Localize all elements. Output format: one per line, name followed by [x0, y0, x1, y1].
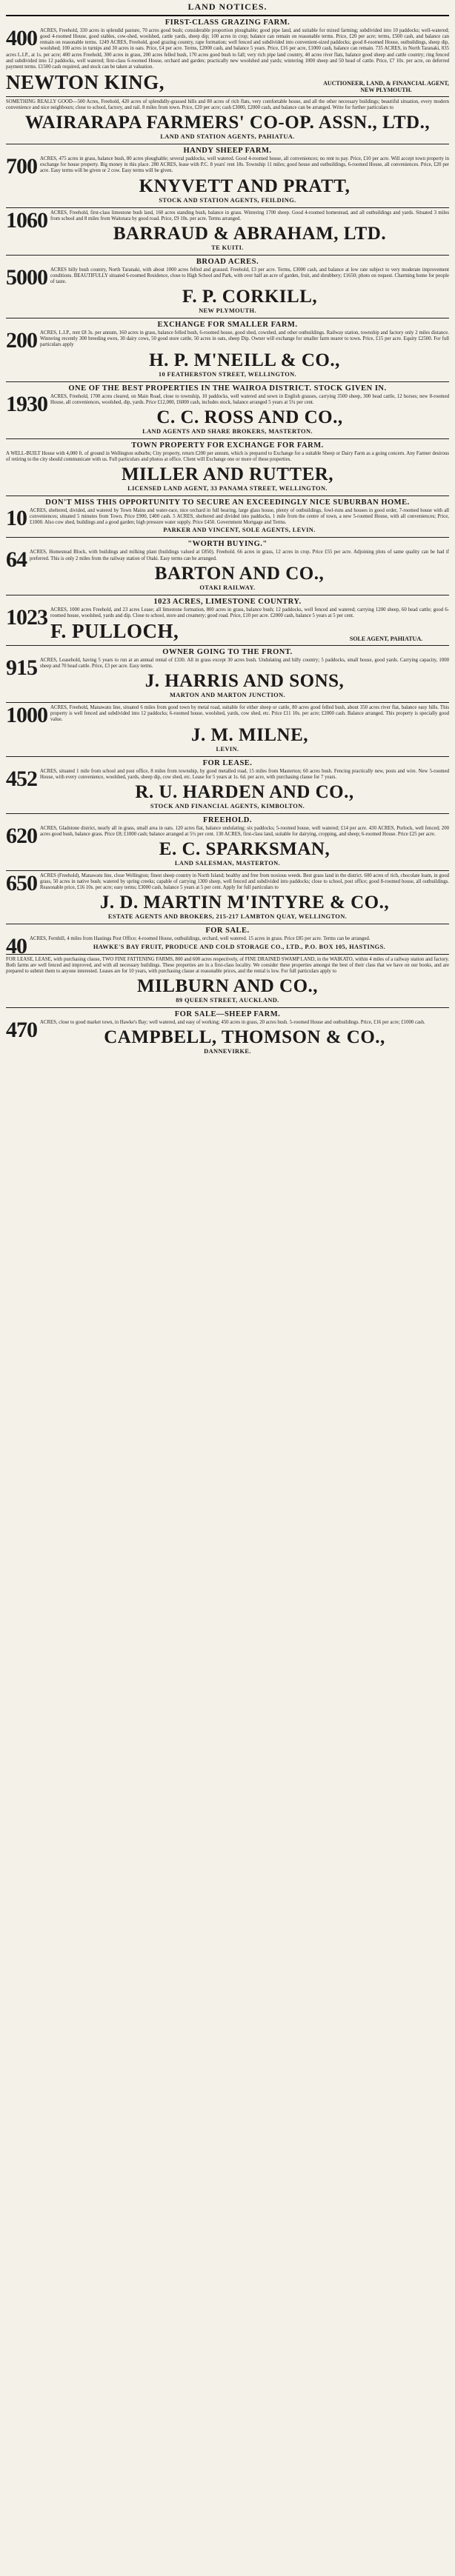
ad-acreage: 915	[6, 655, 37, 680]
advertisement	[6, 813, 449, 870]
advertiser-address: SOLE AGENT, PAHIATUA.	[349, 635, 423, 642]
ad-text: A WELL-BUILT House with 4,000 ft. of ground in Wellington suburbs; City property, return £200 per annum, which is prepared to Exchange for a suitable Sheep or Dairy Farm as a going concern. Any Farmer desirous of retiring to the city should communicate with us. Full particulars and photos at office. Client will Exchange one or more of these properties.	[6, 450, 449, 462]
ad-acreage: 400	[6, 26, 37, 50]
advertiser-address: STOCK AND STATION AGENTS, FEILDING.	[159, 196, 296, 204]
advertiser-address: AUCTIONEER, LAND, & FINANCIAL AGENT, NEW PLYMOUTH.	[323, 79, 449, 93]
ad-text: ACRES, Freehold, 330 acres in splendid pasture, 70 acres good bush; considerable proportion ploughable; good pipe land, and suitable for mixed farming; subdivided into 10 paddocks; well-watered; good 4-roomed House, good stables, cow-shed, woolshed, cattle yards, sheep dip; 100 acres in crop; balance can remain on reasonable terms. Price, £20 per acre; terms, £500 cash, and balance can remain on reasonable terms. 1249 ACRES, Freehold, good grazing country, rape formation; well fenced and subdivided into convenient-sized paddocks; good 8-roomed House, outbuildings, sheep dip, woolshed; 100 acres in turnips and 30 acres in oats. Price, £4 per acre. Terms, £2000 cash, and balance 5 years. Price, £16 per acre, £1000 cash, balance can remain. 735 ACRES, in North Taranaki, 835 acres L.I.P., at 1s. per acre; 400 acres Freehold, 300 acres in grass, 200 acres felled bush, 170 acres good bush to fall; very rich pipe land country, 40 acres river flats, balance good sheep and cattle country; ring fenced and subdivided into 12 paddocks, well watered; first-class 6-roomed House, orchard and garden; practically new woolshed and yards; wintering 1000 sheep and 50 head of cattle. Price, £7 10s. per acre, on deferred payment terms. £1500 cash required, and stock can be taken at valuation.	[6, 28, 449, 70]
advertisement	[6, 645, 449, 702]
advertiser-name: J. D. MARTIN M'INTYRE & CO.,	[99, 892, 390, 913]
ad-caption: "WORTH BUYING."	[187, 540, 268, 549]
advertiser-address: STOCK AND FINANCIAL AGENTS, KIMBOLTON.	[150, 802, 305, 810]
advertiser-name: MILBURN AND CO.,	[136, 975, 319, 996]
ad-text: ACRES, L.I.P., rent £8 3s. per annum, 160 acres in grass, balance felled bush, 6-roomed house, good shed, cowshed, and other outbuildings. Railway station, township and factory only 2 miles distance. Wintering recently 300 breeding ewes, 30 dairy cows, 50 good store cattle, 50 acres in oats, sheep Dip. Owner will exchange for smaller farm nearer to town. Price, £15 per acre. Equity £2500. For full particulars apply	[40, 330, 449, 348]
ad-caption: 1023 ACRES, LIMESTONE COUNTRY.	[153, 597, 302, 606]
ad-text: ACRES, sheltered, divided, and watered by Town Mains and water-race, nice orchard in full bearing, large glass house, plenty of outbuildings, fowl-runs and houses in good order, 7-roomed house with all conveniences; situated 5 minutes from Town. Price £900, £400 cash. 5 ACRES, sheltered and divided into paddocks, 1 mile from the centre of town, a new 5-roomed House, with all conveniences; Price, £1000. Also cow shed, buildings and a good garden; high pressure water supply. Price £450. Government Mortgage and Terms.	[30, 508, 449, 526]
advertisement	[6, 870, 449, 924]
ad-body	[6, 604, 449, 630]
ad-body	[6, 957, 449, 975]
advertiser-name: J. M. MILNE,	[190, 724, 309, 745]
ad-text: ACRES, 1000 acres Freehold, and 23 acres Lease; all limestone formation, 800 acres in grass, balance bush; 12 paddocks, well fenced and watered; carrying 1200 sheep, 60 head cattle; good 6-roomed house, woolshed, yards and dip. Close to school, store and creamery; good road. Price, £10 per acre. £2000 cash, balance 5 years at 5 per cent.	[50, 607, 449, 618]
ad-text: ACRES, situated 1 mile from school and post office, 8 miles from township, by good metalled road, 15 miles from Masterton; 60 acres bush. Fencing practically new, posts and wire. New 5-roomed House, with every convenience, woolshed, yards, sheep dip, cow shed, etc. Lease for 5 years at 1s. 6d. per acre, with purchasing clause for 7 years.	[40, 768, 449, 780]
advertiser-row	[50, 619, 449, 642]
ad-caption: OWNER GOING TO THE FRONT.	[162, 647, 293, 656]
ad-text: SOMETHING REALLY GOOD—500 Acres, Freehold, 420 acres of splendidly-grassed hills and 80 acres of rich flats, very comfortable house, and all the other necessary buildings; beautiful situation, every modern convenience and nice neighbours; close to school, factory, and rail. 8 miles from town. Price, £20 per acre; cash £3000, £2000 cash, and balance can be arranged. Write for further particulars to	[6, 99, 449, 110]
advertiser-address: MARTON AND MARTON JUNCTION.	[169, 692, 285, 699]
ad-text: ACRES hilly bush country, North Taranaki, with about 1000 acres felled and grassed. Freehold, £3 per acre. Terms, £3000 cash, and balance at low rate subject to very moderate improvement conditions. BEAUTIFULLY situated 6-roomed Residence, close to High School and Park, with over half an acre of garden, fruit, and shrubbery; £1650; photo on request. Charming home for people of taste.	[50, 267, 449, 284]
ad-acreage: 40	[6, 934, 27, 959]
advertiser-address: LAND AGENTS AND SHARE BROKERS, MASTERTON.	[142, 427, 313, 435]
ad-acreage: 1023	[6, 604, 47, 630]
ad-text: ACRES, Homestead Block, with buildings and milking plant (buildings valued at £850). Freehold. 66 acres in grass, 12 acres in crop. Price £55 per acre. Adjoining plots of same quality can be had if preferred. This is only 2 miles from the railway station of Otaki. Easy terms can be arranged.	[30, 550, 449, 561]
advertiser-name: E. C. SPARKSMAN,	[159, 839, 331, 859]
classified-ads-column	[6, 15, 449, 1058]
advertisement	[6, 702, 449, 755]
ad-body	[6, 264, 449, 290]
advertiser-name: F. PULLOCH,	[50, 620, 179, 642]
ad-body	[6, 703, 449, 728]
advertisement	[6, 537, 449, 594]
ad-acreage: 64	[6, 547, 27, 573]
ad-text: ACRES, Freehold, 1700 acres cleared, on Main Road, close to township, 10 paddocks, well watered and sown in English grasses, carrying 3500 sheep, 300 head cattle, 12 horses; new 8-roomed House, all conveniences, woolshed, dip, yards. Price £12,000, £6000 cash, includes stock, balance arranged 5 years at 5¼ per cent.	[50, 393, 449, 405]
ad-caption: FIRST-CLASS GRAZING FARM.	[165, 19, 290, 27]
advertiser-name: WAIRARAPA FARMERS' CO-OP. ASSN., LTD.,	[24, 113, 431, 133]
ad-acreage: 620	[6, 823, 37, 848]
ad-acreage: 452	[6, 766, 37, 791]
ad-acreage: 200	[6, 328, 37, 353]
ad-caption: TOWN PROPERTY FOR EXCHANGE FOR FARM.	[131, 441, 324, 450]
advertiser-name: NEWTON KING,	[6, 71, 165, 93]
advertiser-name: H. P. M'NEILL & CO.,	[149, 350, 340, 370]
ad-acreage: 1000	[6, 703, 47, 728]
ad-body	[6, 99, 449, 111]
advertiser-name: C. C. ROSS AND CO.,	[156, 407, 343, 427]
advertiser-name: F. P. CORKILL,	[182, 287, 318, 307]
ad-body	[6, 823, 449, 848]
advertisement	[6, 381, 449, 438]
advertisement	[6, 144, 449, 207]
ad-acreage: 1060	[6, 207, 47, 233]
ad-body	[6, 28, 449, 70]
ad-body	[6, 766, 449, 791]
ad-acreage: 10	[6, 506, 27, 530]
ad-acreage: 650	[6, 871, 37, 895]
advertisement	[6, 1007, 449, 1058]
ad-acreage: 470	[6, 1017, 37, 1042]
advertiser-address: ESTATE AGENTS AND BROKERS, 215-217 LAMBTON QUAY, WELLINGTON.	[107, 913, 348, 921]
advertiser-address: LAND SALESMAN, MASTERTON.	[174, 860, 281, 867]
advertiser-name: MILLER AND RUTTER,	[121, 464, 334, 484]
ad-caption: HANDY SHEEP FARM.	[183, 147, 272, 156]
advertisement	[6, 255, 449, 318]
advertiser-name: KNYVETT AND PRATT,	[139, 176, 351, 196]
section-header: LAND NOTICES.	[187, 1, 268, 12]
advertiser-address: DANNEVIRKE.	[204, 1048, 251, 1055]
ad-body	[6, 655, 449, 680]
advertisement	[6, 924, 449, 959]
advertiser-address: PARKER AND VINCENT, SOLE AGENTS, LEVIN.	[163, 527, 316, 534]
ad-text: ACRES, Leasehold, having 5 years to run at an annual rental of £330. All in grass except 30 acres bush. Undulating and hilly country; 5 paddocks, small house, good yards. Carrying capacity, 1000 sheep and 70 head cattle. Price, £3 per acre. Easy terms.	[40, 657, 449, 669]
ad-acreage: 1930	[6, 391, 47, 416]
advertisement	[6, 756, 449, 813]
ad-caption: FOR SALE—SHEEP FARM.	[174, 1010, 281, 1018]
advertiser-name: R. U. HARDEN AND CO.,	[135, 781, 354, 802]
ad-text: ACRES (Freehold), Manawatu line, close Wellington; finest sheep country in North Island; healthy and free from noxious weeds. Best grass land in the district. 600 acres of rich, chocolate loam, in good grass, 50 acres in native bush; watered by spring creeks; capable of carrying 1300 sheep, well fenced and subdivided into paddocks; close to school, post office; good 8-roomed house, all outbuildings. Reasonable price, £16 10s. per acre; easy terms; £3000 cash, balance 5 years at 5 per cent. Apply for full particulars to	[40, 873, 449, 891]
ad-caption: BROAD ACRES.	[196, 257, 259, 266]
ad-caption: FOR SALE.	[205, 927, 250, 935]
ad-caption: FOR LEASE.	[202, 758, 253, 767]
ad-text: ACRES, 475 acres in grass, balance bush, 80 acres ploughable; several paddocks, well watered. Good 4-roomed house, all conveniences; no rent to pay. Price, £10 per acre. Will accept town property in exchange for house property. Big money in this place. 280 ACRES, lease with P.C. 8 years' rent 18s. Township 11 miles; good house and outbuildings, 6-roomed House, all conveniences. Price, £20 per acre. Easy terms will be given or 2 cow. Easy terms will be given.	[40, 156, 449, 174]
advertiser-name: CAMPBELL, THOMSON & CO.,	[104, 1027, 385, 1047]
advertiser-address: NEW PLYMOUTH.	[199, 307, 256, 315]
ad-caption: DON'T MISS THIS OPPORTUNITY TO SECURE AN EXCEEDINGLY NICE SUBURBAN HOME.	[45, 498, 410, 507]
advertiser-address: LEVIN.	[216, 745, 239, 753]
ad-text: ACRES, Fernhill, 4 miles from Hastings Post Office; 4-roomed House, outbuildings, orchard, well watered. 15 acres in grass. Price £85 per acre. Terms can be arranged.	[30, 936, 371, 942]
ad-body	[6, 547, 449, 573]
ad-body	[6, 207, 449, 233]
ad-body	[6, 506, 449, 530]
advertiser-name: BARRAUD & ABRAHAM, LTD.	[113, 223, 387, 244]
advertiser-row	[6, 70, 449, 93]
ad-body	[6, 328, 449, 353]
advertiser-address: OTAKI RAILWAY.	[199, 584, 256, 591]
ad-text: ACRES, close to good market town, in Hawke's Bay; well watered, and easy of working; 450 acres in grass, 20 acres bush. 5-roomed House and outbuildings. Price, £16 per acre; £1000 cash.	[40, 1019, 425, 1025]
advertisement	[6, 15, 449, 96]
ad-caption: ONE OF THE BEST PROPERTIES IN THE WAIROA DISTRICT. STOCK GIVEN IN.	[68, 384, 387, 393]
ad-text: ACRES, Freehold, first-class limestone bush land, 160 acres standing bush, balance in grass. Wintering 1700 sheep. Good 4-roomed homestead, and all outbuildings and yards. Situated 3 miles from school and 8 miles from Waitotara by good road. Price, £9 10s. per acre. Terms arranged.	[50, 210, 449, 221]
advertiser-address: TE KUITI.	[211, 244, 244, 251]
ad-body	[6, 391, 449, 416]
advertiser-address: 10 FEATHERSTON STREET, WELLINGTON.	[158, 370, 297, 378]
ad-caption: EXCHANGE FOR SMALLER FARM.	[157, 321, 298, 330]
ad-body	[6, 154, 449, 179]
advertisement	[6, 438, 449, 495]
advertiser-address: HAWKE'S BAY FRUIT, PRODUCE AND COLD STORAGE CO., LTD., P.O. BOX 105, HASTINGS.	[93, 943, 386, 950]
advertisement	[6, 954, 449, 1007]
ad-acreage: 5000	[6, 264, 47, 290]
advertiser-address: LAND AND STATION AGENTS, PAHIATUA.	[160, 133, 295, 141]
ad-text: FOR LEASE, LEASE, with purchasing clause, TWO FINE FATTENING FARMS, 800 and 600 acres respectively, of FINE DRAINED SWAMP LAND, in the WAIKATO, within 4 miles of a railway station and factory. Both farms are well fenced and improved, and with all necessary buildings. These properties are in a first-class locality. We consider these properties amongst the best of their class that we have on our books, and are prepared to submit them to anyone interested. Leases are for 10 years, with purchasing clause at reasonable prices, and the rental is low. For full particulars apply to	[6, 956, 449, 974]
advertisement	[6, 96, 449, 144]
advertiser-address: 89 QUEEN STREET, AUCKLAND.	[176, 996, 279, 1004]
advertisement	[6, 207, 449, 255]
ad-body	[6, 451, 449, 463]
ad-body	[6, 871, 449, 895]
ad-text: ACRES, Gladstone district, nearly all in grass, small area in oats. 120 acres flat, balance undulating; six paddocks; 5-roomed house, well watered; £14 per acre. 430 ACRES, Porlock, well fenced; 200 acres good bush, balance grass. Price £8; £1000 cash; balance arranged at 5½ per cent. 130 ACRES, first-class land, suitable for dairying, cropping, and sheep; 6-roomed House. Price £25 per acre.	[40, 825, 449, 837]
ad-text: ACRES, Freehold, Manawatu line, situated 6 miles from good town by metal road, suitable for either sheep or cattle, 80 acres good felled bush, about 350 acres river flat, balance easy hills. This property is well fenced and subdivided into 12 paddocks; 6-roomed house, woolshed, yards, cow shed, etc. Price £11 10s. per acre; £2000 cash. Balance arranged. This property is specially good value.	[50, 705, 449, 723]
advertiser-address: LICENSED LAND AGENT, 33 PANAMA STREET, WELLINGTON.	[127, 485, 328, 492]
advertisement	[6, 318, 449, 381]
ad-acreage: 700	[6, 154, 37, 179]
advertiser-name: J. HARRIS AND SONS,	[145, 671, 345, 692]
advertisement	[6, 495, 449, 537]
advertiser-name: BARTON AND CO.,	[154, 563, 325, 584]
ad-caption: FREEHOLD.	[202, 815, 253, 824]
advertisement	[6, 595, 449, 645]
